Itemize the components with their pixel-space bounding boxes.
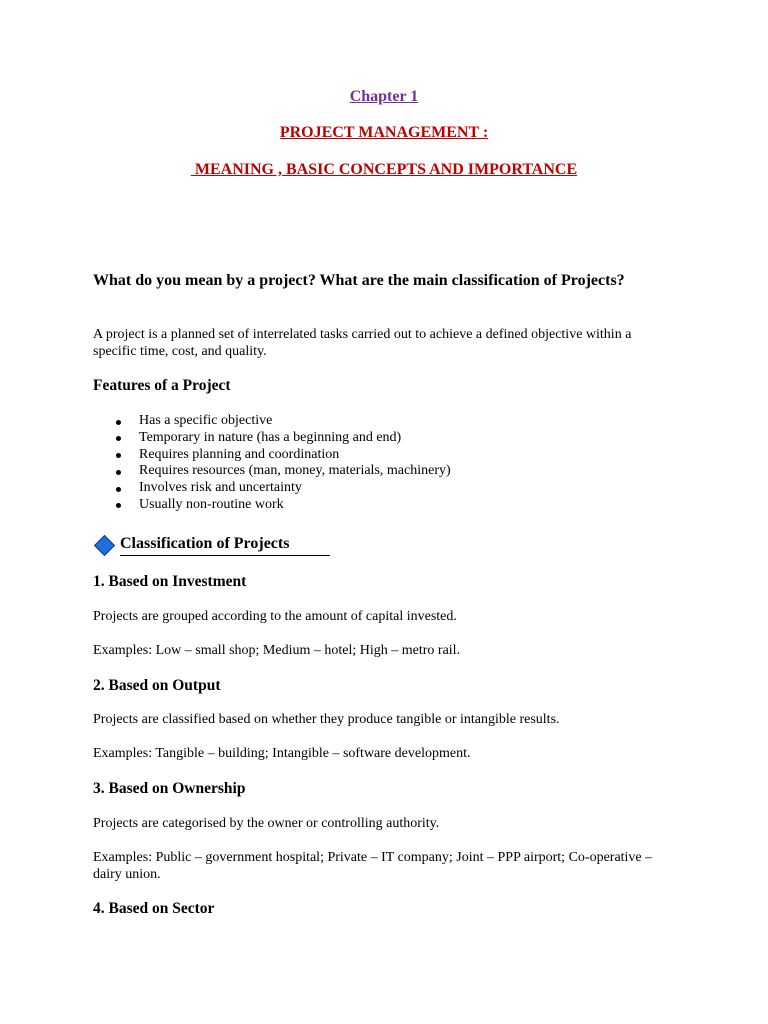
intro-question: What do you mean by a project? What are the main classification of Projects?: [93, 272, 625, 289]
features-heading: Features of a Project: [93, 377, 231, 394]
feature-text: Has a specific objective: [139, 413, 273, 428]
section-examples-ownership: Examples: Public – government hospital; Private – IT company; Joint – PPP airport; Co-operative – dairy union.: [93, 850, 653, 882]
blue-diamond-icon: [94, 535, 115, 556]
list-item: [93, 497, 451, 514]
features-list: [93, 413, 451, 514]
chapter-label: Chapter 1: [349, 88, 419, 105]
bullet-icon: [116, 503, 121, 508]
feature-text: Requires planning and coordination: [139, 446, 340, 462]
list-item: [93, 413, 451, 430]
title-line-1: PROJECT MANAGEMENT :: [279, 124, 489, 141]
classification-heading: Classification of Projects: [120, 535, 290, 552]
list-item: [93, 430, 451, 447]
list-item: [93, 480, 451, 497]
bullet-icon: [116, 487, 121, 492]
section-examples-investment: Examples: Low – small shop; Medium – hotel; High – metro rail.: [93, 643, 461, 658]
bullet-icon: [116, 420, 121, 425]
section-title-output: 2. Based on Output: [93, 677, 221, 694]
section-title-investment: 1. Based on Investment: [93, 573, 247, 590]
project-definition: A project is a planned set of interrelated tasks carried out to achieve a defined objective within a specific time, cost, and quality.: [93, 327, 632, 359]
feature-text: Requires resources (man, money, materials, machinery): [139, 463, 451, 479]
heading-underline: [120, 555, 330, 556]
section-description-investment: Projects are grouped according to the amount of capital invested.: [93, 609, 457, 624]
section-description-ownership: Projects are categorised by the owner or controlling authority.: [93, 816, 440, 831]
feature-text: Temporary in nature (has a beginning and end): [139, 429, 402, 445]
bullet-icon: [116, 436, 121, 441]
list-item: [93, 447, 451, 464]
feature-text: Usually non-routine work: [139, 496, 284, 512]
bullet-icon: [116, 470, 121, 475]
section-description-output: Projects are classified based on whether they produce tangible or intangible results.: [93, 712, 560, 727]
section-examples-output: Examples: Tangible – building; Intangible – software development.: [93, 746, 471, 761]
section-title-sector: 4. Based on Sector: [93, 900, 215, 917]
list-item: [93, 463, 451, 480]
feature-text: Involves risk and uncertainty: [139, 480, 302, 496]
section-title-ownership: 3. Based on Ownership: [93, 780, 246, 797]
bullet-icon: [116, 453, 121, 458]
title-line-2: MEANING , BASIC CONCEPTS AND IMPORTANCE: [190, 161, 578, 178]
